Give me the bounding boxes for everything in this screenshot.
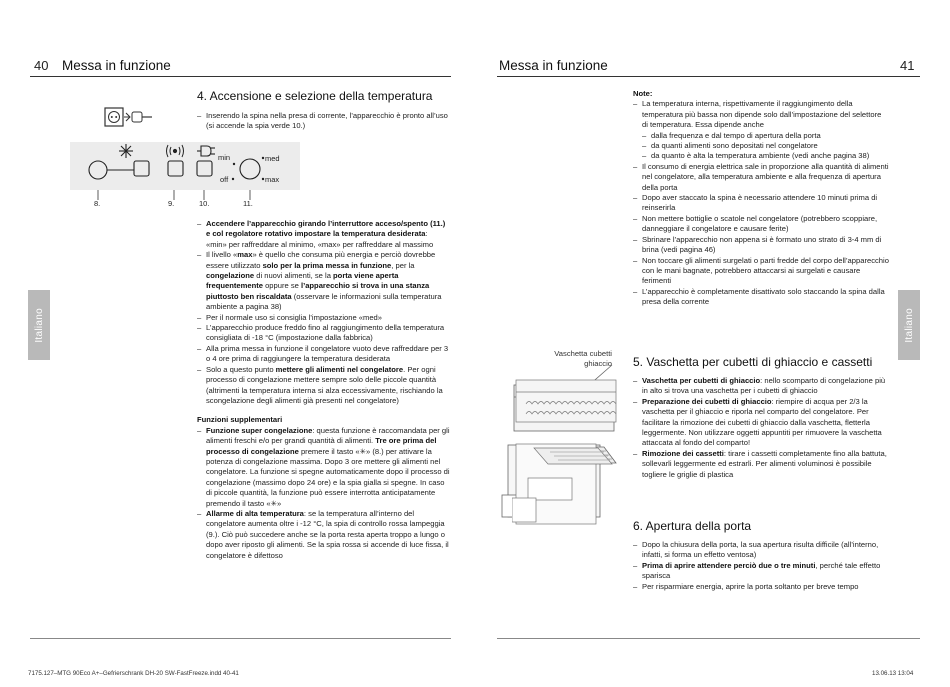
callout-10: 10.	[199, 199, 210, 208]
section-4-title: 4. Accensione e selezione della temperatura	[197, 89, 433, 103]
note-3: – Dopo aver staccato la spina è necessario attendere 10 minuti prima di reinserirla	[633, 193, 889, 214]
callout-8: 8.	[94, 199, 101, 208]
right-header-rule	[497, 76, 920, 77]
left-page-number: 40	[34, 58, 49, 73]
left-header-rule	[30, 76, 451, 77]
section-6-item-2: – Prima di aprire attendere perciò due o tre minuti, perché tale effetto sparisca	[633, 561, 889, 582]
section-6-title: 6. Apertura della porta	[633, 519, 752, 533]
intro-item: – Inserendo la spina nella presa di corrente, l’apparecchio è pronto all’uso (si accende la spia verde 10.)	[197, 111, 450, 132]
section-5-item-2: – Preparazione dei cubetti di ghiaccio: riempire di acqua per 2/3 la vaschetta per il ghiaccio e riporla nel comparto del congelatore. Per facilitare la rimozione dei cubetti di ghiaccio dalla vaschetta, fletterla leggermente. Non utilizzare oggetti appuntiti per rimuovere la vaschetta attaccata al fondo del comparto!	[633, 397, 889, 449]
callout-11: 11.	[243, 199, 253, 208]
callout-lines	[70, 190, 300, 202]
left-side-tab-label: Italiano	[33, 307, 45, 343]
section-6-item-1: – Dopo la chiusura della porta, la sua apertura risulta difficile (all’interno, infatti, si forma un effetto ventosa)	[633, 540, 889, 561]
right-page-header: Messa in funzione	[499, 58, 608, 73]
right-footer: 13.06.13 13:04	[872, 670, 914, 677]
freezer-shelf-illustration	[512, 378, 622, 528]
list-item-5: – Alla prima messa in funzione il congelatore vuoto deve raffreddare per 3 o 4 ore prima di raggiungere la temperatura desiderata	[197, 344, 450, 365]
section-5-item-3: – Rimozione dei cassetti: tirare i cassetti completamente fino alla battuta, sollevarli leggermente ed estrarli. Per alimenti voluminosi è possibile togliere le griglie di plastica	[633, 449, 889, 480]
section-6-item-3: – Per risparmiare energia, aprire la porta soltanto per breve tempo	[633, 582, 889, 592]
note-2: – Il consumo di energia elettrica sale in proporzione alla quantità di alimenti nel congelatore, alla temperatura ambiente e alla frequenza di apertura della porta	[633, 162, 889, 193]
notes-title: Note:	[633, 89, 653, 98]
right-page-number: 41	[900, 58, 915, 73]
section-5-list	[633, 376, 889, 480]
list-item-6: – Solo a questo punto mettere gli alimenti nel congelatore. Per ogni processo di congelazione mettere sempre solo delle piccole quantità (altrimenti la temperatura interna si alza eccessivamente, rischiando la scongelazione degli alimenti già presenti nel congelatore)	[197, 365, 450, 407]
left-footer-rule	[30, 638, 451, 639]
left-page-header: Messa in funzione	[62, 58, 171, 73]
left-side-tab	[28, 290, 50, 360]
right-footer-rule	[497, 638, 920, 639]
ice-tray-caption: Vaschetta cubetti ghiaccio	[554, 349, 612, 368]
list-item-4: – L’apparecchio produce freddo fino al raggiungimento della temperatura consigliata di -18 °C (impostazione dalla fabbrica)	[197, 323, 450, 344]
note-1c: – da quanto è alta la temperatura ambiente (vedi anche pagina 38)	[633, 151, 889, 161]
funzioni-item-2: – Allarme di alta temperatura: se la temperatura all’interno del congelatore aumenta oltre i -12 °C, la spia di controllo rossa lampeggia (9.). Ciò può succedere anche se la porta resta aperta troppo a lungo o dopo aver riposto gli alimenti. Se la spia rossa si accende di luce fissa, il congelatore è difettoso	[197, 509, 450, 561]
note-5: – Sbrinare l’apparecchio non appena si è formato uno strato di 3-4 mm di brina (vedi pagina 46)	[633, 235, 889, 256]
alarm-signal-icon	[167, 145, 184, 157]
label-med: med	[265, 154, 280, 163]
snowflake-icon	[119, 144, 133, 158]
note-6: – Non toccare gli alimenti surgelati o parti fredde del corpo dell’apparecchio con le mani bagnate, potrebbero attaccarsi ai surgelati e causare ferimenti	[633, 256, 889, 287]
section-6-list	[633, 540, 889, 592]
section-5-item-1: – Vaschetta per cubetti di ghiaccio: nello scomparto di congelazione più in alto si trova una vaschetta per i cubetti di ghiaccio	[633, 376, 889, 397]
note-1b: – da quanti alimenti sono depositati nel congelatore	[633, 141, 889, 151]
label-min: min	[218, 153, 231, 162]
section-5-title: 5. Vaschetta per cubetti di ghiaccio e cassetti	[633, 355, 873, 369]
note-1a: – dalla frequenza e dal tempo di apertura della porta	[633, 131, 889, 141]
plug-icon	[104, 106, 154, 128]
right-side-tab-label: Italiano	[903, 307, 915, 343]
list-item-2: – Il livello «max» è quello che consuma più energia e perciò dovrebbe essere utilizzato solo per la prima messa in funzione, per la congelazione di nuovi alimenti, se la porta viene aperta frequentemente oppure se l’apparecchio si trova in una stanza piuttosto ben riscaldata (osservare le informazioni sulla temperatura ambiente a pagina 38)	[197, 250, 450, 312]
power-plug-icon	[197, 146, 215, 156]
note-4: – Non mettere bottiglie o scatole nel congelatore (potrebbero scoppiare, danneggiare il congelatore e causare ferite)	[633, 214, 889, 235]
left-footer: 7175.127–MTG 90Eco A+–Gefrierschrank DH-20 SW-FastFreeze.indd 40-41	[28, 670, 239, 677]
section-4-intro	[197, 111, 450, 132]
note-7: – L’apparecchio è completamente disattivato solo staccando la spina dalla presa della corrente	[633, 287, 889, 308]
callout-9: 9.	[168, 199, 175, 208]
list-item-1: – Accendere l’apparecchio girando l’interruttore acceso/spento (11.) e col regolatore rotativo impostare la temperatura desiderata: «min» per raffreddare al minimo, «max» per raffreddare al massimo	[197, 219, 450, 250]
note-1: – La temperatura interna, rispettivamente il raggiungimento della temperatura più bassa non dipende solo dall’impostazione del selettore di temperatura. Essa dipende anche	[633, 99, 889, 130]
funzioni-title: Funzioni supplementari	[197, 415, 283, 425]
label-off: off	[220, 175, 229, 184]
label-max: max	[265, 175, 280, 184]
right-side-tab	[898, 290, 920, 360]
list-item-3: – Per il normale uso si consiglia l’impostazione «med»	[197, 313, 450, 323]
control-panel-illustration	[70, 142, 300, 190]
notes-block	[633, 89, 889, 308]
section-4-list	[197, 219, 450, 561]
funzioni-item-1: – Funzione super congelazione: questa funzione è raccomandata per gli alimenti freschi e/o per grandi quantità di alimenti. Tre ore prima del processo di congelazione premere il tasto «✳» (8.) per attivare la potenza di congelazione massima. Dopo 3 ore mettere gli alimenti nel congelatore. La funzione si spegne automaticamente dopo il processo di congelazione (massimo dopo 24 ore) e la spia gialla si spegne. In caso di piccole quantità, la funzione può essere interrotta anticipatamente premendo il tasto «✳»	[197, 426, 450, 509]
